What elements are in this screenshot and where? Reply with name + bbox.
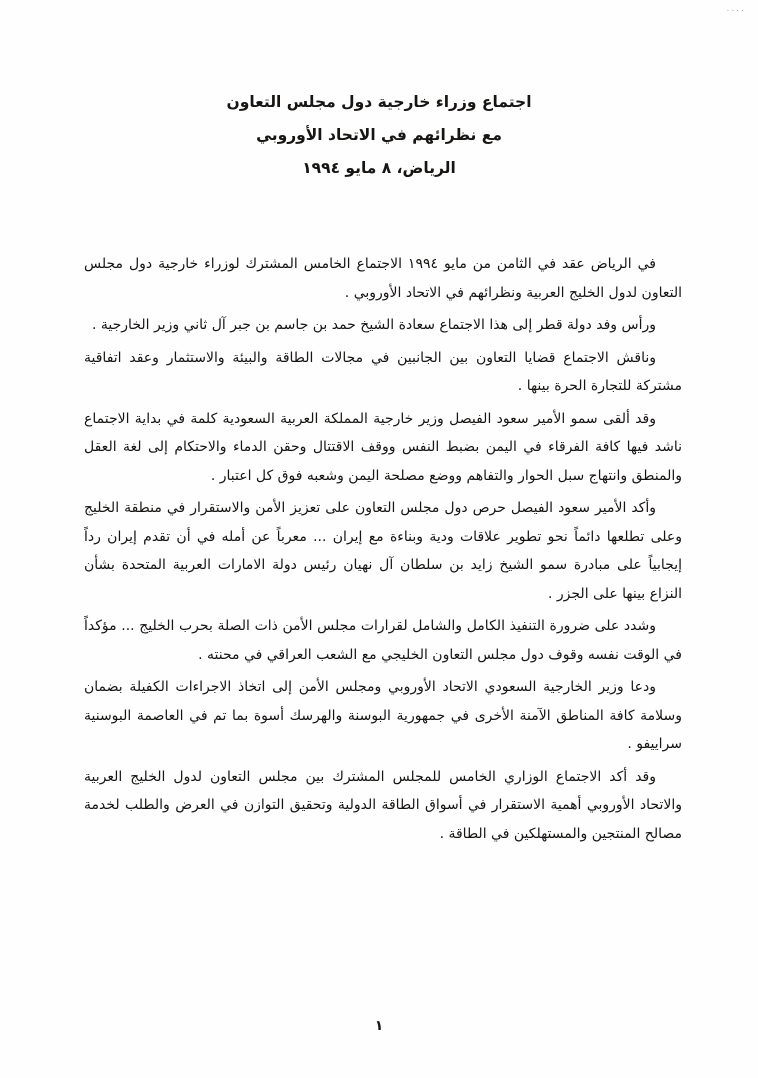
document-title-line-2: مع نظرائهم في الاتحاد الأوروبي <box>256 126 502 144</box>
document-paragraph: وناقش الاجتماع قضايا التعاون بين الجانبين في مجالات الطاقة والبيئة والاستثمار وعقد اتفاقية مشتركة للتجارة الحرة بينها . <box>84 349 682 394</box>
document-paragraph: ورأس وفد دولة قطر إلى هذا الاجتماع سعادة الشيخ حمد بن جاسم بن جبر آل ثاني وزير الخارجية . <box>92 317 656 333</box>
document-paragraph: وشدد على ضرورة التنفيذ الكامل والشامل لقرارات مجلس الأمن ذات الصلة بحرب الخليج ... مؤكداً في الوقت نفسه وقوف دول مجلس التعاون الخليجي مع الشعب العراقي في محنته . <box>84 618 682 663</box>
document-title-line-1: اجتماع وزراء خارجية دول مجلس التعاون <box>226 93 532 111</box>
scan-corner-mark: .... <box>726 4 746 14</box>
document-paragraph: وقد ألقى سمو الأمير سعود الفيصل وزير خارجية المملكة العربية السعودية كلمة في بداية الاجتماع ناشد فيها كافة الفرقاء في اليمن بضبط النفس ووقف الاقتتال وحقن الدماء والاحتكام إلى لغة العقل والمنطق وانتهاج سبل الحوار والتفاهم ووضع مصلحة اليمن وشعبه فوق كل اعتبار . <box>84 410 682 484</box>
document-title-block <box>0 86 758 185</box>
document-paragraph: وقد أكد الاجتماع الوزاري الخامس للمجلس المشترك بين مجلس التعاون لدول الخليج العربية والاتحاد الأوروبي أهمية الاستقرار في أسواق الطاقة الدولية وتحقيق التوازن في العرض والطلب لخدمة مصالح المنتجين والمستهلكين في الطاقة . <box>84 768 682 842</box>
document-body <box>84 250 682 852</box>
document-paragraph: في الرياض عقد في الثامن من مايو ١٩٩٤ الاجتماع الخامس المشترك لوزراء خارجية دول مجلس التعاون لدول الخليج العربية ونظرائهم في الاتحاد الأوروبي . <box>84 256 682 301</box>
document-paragraph: ودعا وزير الخارجية السعودي الاتحاد الأوروبي ومجلس الأمن إلى اتخاذ الاجراءات الكفيلة بضمان وسلامة كافة المناطق الآمنة الأخرى في جمهورية البوسنة والهرسك أسوة بما تم في العاصمة البوسنية سراييفو . <box>84 679 682 752</box>
document-title-line-3: الرياض، ٨ مايو ١٩٩٤ <box>302 159 456 177</box>
page-number: ١ <box>374 1018 384 1034</box>
document-paragraph: وأكد الأمير سعود الفيصل حرص دول مجلس التعاون على تعزيز الأمن والاستقرار في منطقة الخليج وعلى تطلعها دائماً نحو تطوير علاقات ودية وبناءة مع إيران ... معرباً عن أمله في أن تقدم إيران رداً إيجابياً على مبادرة سمو الشيخ زايد بن سلطان آل نهيان رئيس دولة الامارات العربية المتحدة بشأن النزاع بينها على الجزر . <box>84 500 682 602</box>
